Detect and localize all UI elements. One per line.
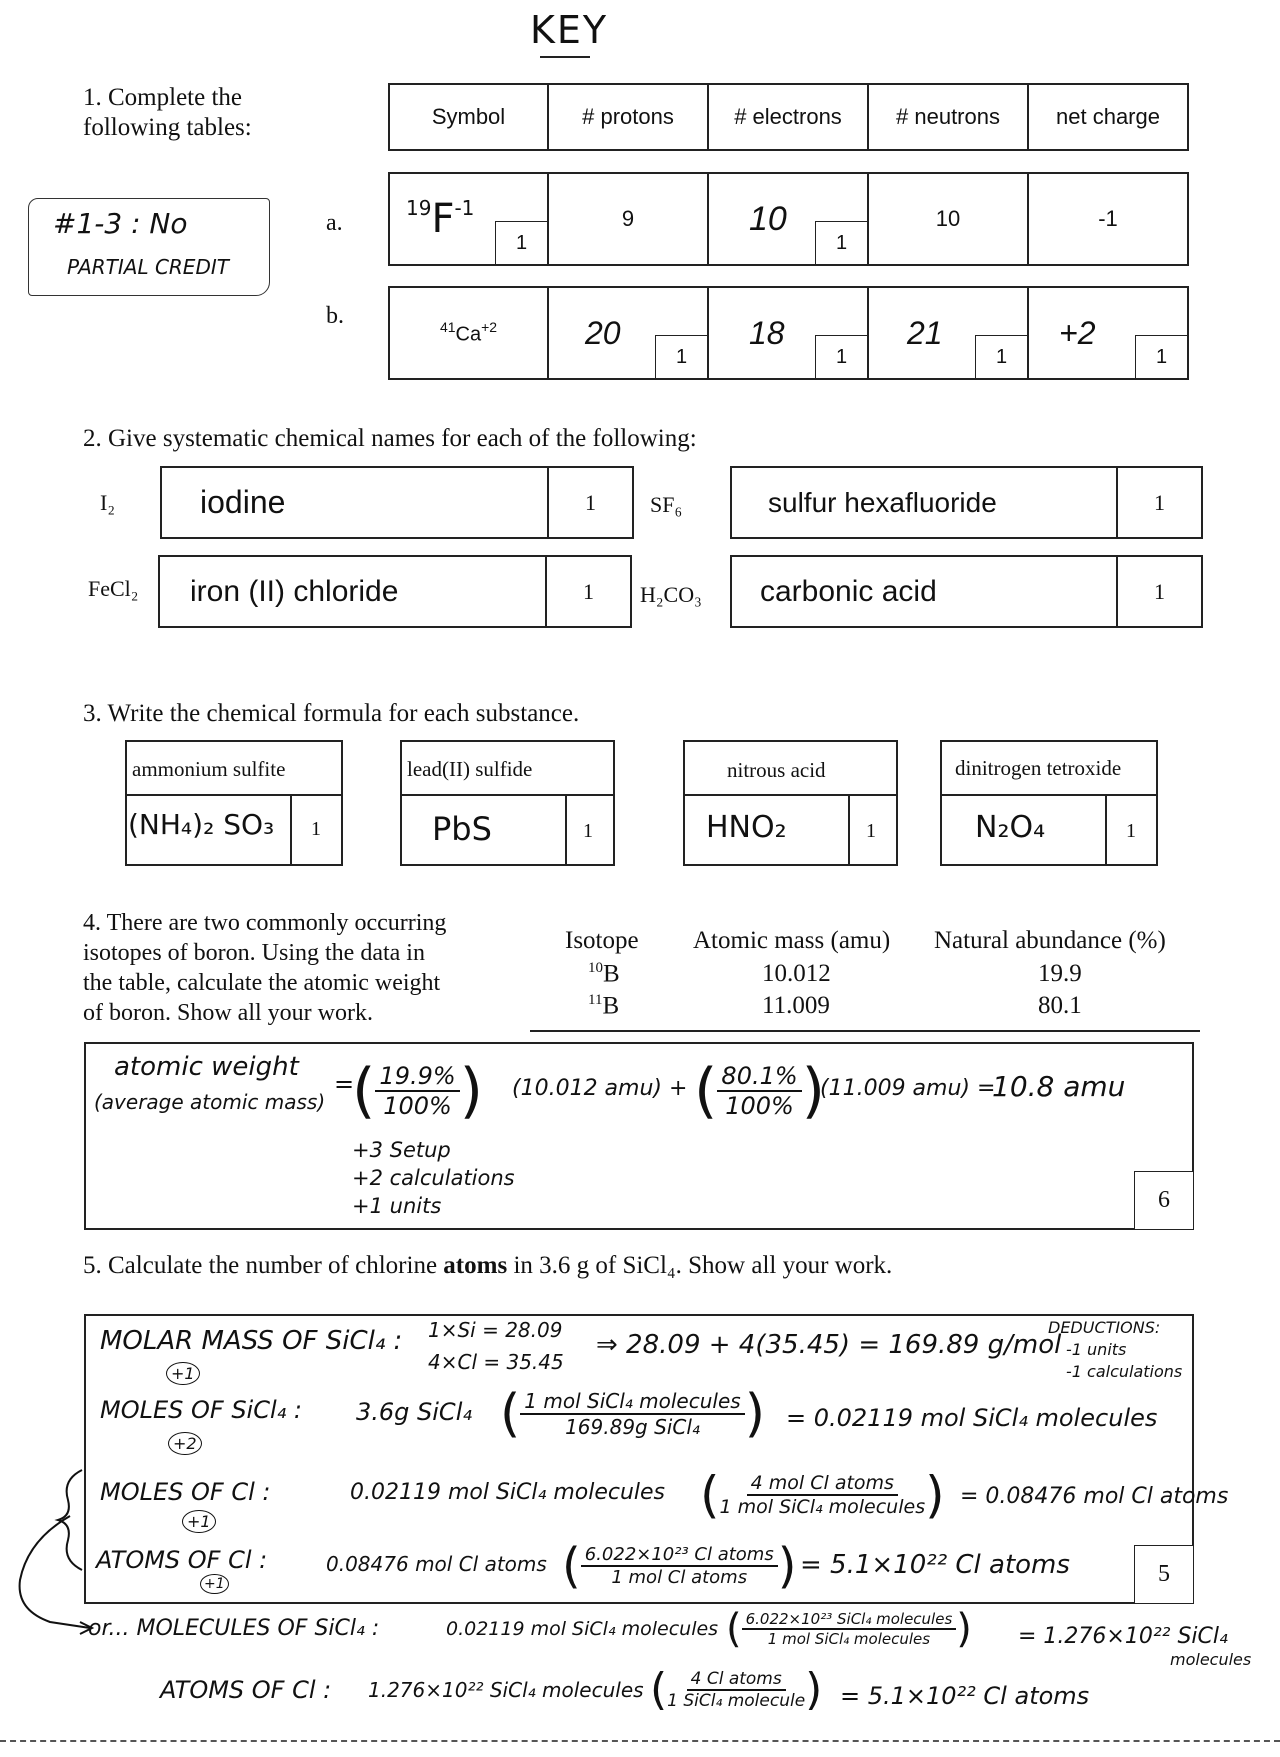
q5-line4-frac: ( $\frac{\text{6.022×10²³ Cl atoms}}{\text{1 mol Cl atoms}}$ )	[562, 1538, 797, 1594]
q4-row2-isotope: $^{11}$B	[588, 992, 620, 1020]
q5-line1-c: ⇒ 28.09 + 4(35.45) = 169.89 g/mol	[596, 1330, 1062, 1360]
q1-header-neutrons: # neutrons	[867, 83, 1029, 151]
q1-row-b-label: b.	[326, 303, 344, 329]
row-a-protons: 9	[547, 172, 709, 266]
row-b-protons-score: 1	[655, 335, 708, 379]
row-a-electrons-score: 1	[815, 221, 868, 265]
q5-alt2-num: 4 Cl atoms	[687, 1669, 786, 1691]
q4-f1-den: 100%	[383, 1092, 452, 1120]
row-b-element: Ca	[455, 323, 482, 346]
q5-alt2-pre: 1.276×10²² SiCl₄ molecules	[368, 1678, 644, 1702]
q5-line3-num: 4 mol Cl atoms	[747, 1472, 898, 1496]
row-b-electrons-score: 1	[815, 335, 868, 379]
q4-t2: (11.009 amu) =	[820, 1076, 996, 1101]
row-a-mass-number: 19	[406, 196, 432, 220]
q2-answer-3: iron (II) chloride	[158, 555, 547, 628]
row-b-mass-number: 41	[439, 319, 456, 336]
q3-name-3: nitrous acid	[727, 758, 826, 782]
q5-line1-pts: +1	[166, 1362, 200, 1385]
q5-alt1-den: 1 mol SiCl₄ molecules	[767, 1630, 931, 1648]
key-underline	[540, 56, 590, 58]
q3-prompt: 3. Write the chemical formula for each substance.	[83, 700, 580, 727]
q5-alt1-post: = 1.276×10²² SiCl₄	[1018, 1624, 1228, 1649]
row-b-symbol	[388, 286, 549, 380]
q4-score: 6	[1134, 1171, 1194, 1230]
q5-line4-den: 1 mol Cl atoms	[611, 1567, 748, 1588]
q4-f2-den: 100%	[725, 1092, 794, 1120]
row-a-electrons: 10	[707, 172, 869, 266]
row-a-charge-sup: -1	[454, 196, 475, 220]
grading-note	[28, 198, 270, 296]
q4-prompt-3: the table, calculate the atomic weight	[83, 970, 441, 996]
q3-answer-4: N₂O₄	[975, 810, 1046, 845]
q5-line1-label: MOLAR MASS OF SiCl₄ :	[100, 1326, 403, 1356]
q5-alt2-label: ATOMS OF Cl :	[160, 1676, 332, 1704]
q4-t1: (10.012 amu) +	[512, 1076, 688, 1101]
q5-line4-post: = 5.1×10²² Cl atoms	[800, 1550, 1070, 1580]
q4-equals: =	[334, 1070, 355, 1098]
q3-name-4: dinitrogen tetroxide	[955, 756, 1122, 780]
q5-line2-pts: +2	[168, 1432, 202, 1455]
q4-table-rule	[530, 1030, 1200, 1032]
q5-alt2-den: 1 SiCl₄ molecule	[667, 1690, 806, 1711]
q4-th-isotope: Isotope	[565, 927, 639, 954]
row-b-neutrons-score: 1	[975, 335, 1028, 379]
q4-f1: ( $\frac{19.9\%}{100\%}$ )	[352, 1056, 484, 1126]
q4-th-mass: Atomic mass (amu)	[693, 927, 891, 954]
q5-alt2-post: = 5.1×10²² Cl atoms	[840, 1682, 1090, 1710]
q2-score-4: 1	[1116, 555, 1203, 628]
q5-line2-num: 1 mol SiCl₄ molecules	[520, 1389, 744, 1415]
q2-formula-4: H₂CO₃	[640, 582, 702, 607]
q4-rubric-2: +2 calculations	[352, 1166, 515, 1190]
q5-alt1-label: or... MOLECULES OF SiCl₄ :	[88, 1616, 380, 1641]
row-b-charge-score: 1	[1135, 335, 1188, 379]
q5-line3-pts: +1	[182, 1510, 216, 1533]
row-a-neutrons: 10	[867, 172, 1029, 266]
row-b-net-charge: +2	[1027, 286, 1189, 380]
q4-lhs-1: atomic weight	[114, 1052, 299, 1082]
q5-line2-pre: 3.6g SiCl₄	[356, 1398, 472, 1426]
q4-prompt-1: 4. There are two commonly occurring	[83, 910, 447, 936]
q5-line2-post: = 0.02119 mol SiCl₄ molecules	[786, 1404, 1158, 1432]
q5-prompt: 5. Calculate the number of chlorine atoms in 3.6 g of SiCl₄. Show all your work.	[83, 1252, 893, 1279]
q4-result: 10.8 amu	[992, 1070, 1126, 1103]
row-b-protons: 20	[547, 286, 709, 380]
q2-prompt: 2. Give systematic chemical names for each of the following:	[83, 425, 697, 452]
q5-line4-pre: 0.08476 mol Cl atoms	[326, 1552, 547, 1576]
q1-prompt-line2: following tables:	[83, 114, 252, 141]
q2-answer-4: carbonic acid	[730, 555, 1118, 628]
q2-answer-1: iodine	[160, 466, 549, 539]
page-bottom-edge	[0, 1740, 1280, 1742]
q5-alt1-pre: 0.02119 mol SiCl₄ molecules	[446, 1618, 719, 1640]
q1-header-charge: net charge	[1027, 83, 1189, 151]
q2-score-1: 1	[547, 466, 634, 539]
q3-name-1: ammonium sulfite	[132, 757, 286, 781]
q2-answer-2: sulfur hexafluoride	[730, 466, 1118, 539]
q2-score-3: 1	[545, 555, 632, 628]
row-b-electrons: 18	[707, 286, 869, 380]
q3-score-3: 1	[866, 820, 876, 842]
q4-prompt-4: of boron. Show all your work.	[83, 1000, 373, 1026]
q1-row-a-label: a.	[326, 210, 343, 236]
q5-alt1-post2: molecules	[1170, 1650, 1252, 1669]
q5-line4-num: 6.022×10²³ Cl atoms	[581, 1544, 778, 1567]
q5-line1-a: 1×Si = 28.09	[428, 1318, 563, 1342]
q5-line2-label: MOLES OF SiCl₄ :	[100, 1396, 302, 1424]
q4-prompt-2: isotopes of boron. Using the data in	[83, 940, 425, 966]
q4-lhs-2: (average atomic mass)	[94, 1090, 326, 1114]
q3-answer-1: (NH₄)₂ SO₃	[128, 808, 275, 841]
q2-score-2: 1	[1116, 466, 1203, 539]
q5-alt1-num: 6.022×10²³ SiCl₄ molecules	[742, 1610, 957, 1630]
q5-deductions-1: DEDUCTIONS:	[1048, 1318, 1161, 1337]
q1-header-symbol: Symbol	[388, 83, 549, 151]
q4-row1-mass: 10.012	[762, 960, 831, 987]
row-b-neutrons: 21	[867, 286, 1029, 380]
q2-formula-3: FeCl₂	[88, 576, 139, 601]
q5-alt2-frac: ( $\frac{\text{4 Cl atoms}}{\text{1 SiCl₄ molecule}}$ )	[650, 1664, 823, 1715]
q1-header-electrons: # electrons	[707, 83, 869, 151]
q4-f2: ( $\frac{80.1\%}{100\%}$ )	[694, 1056, 826, 1126]
q5-deductions-2: -1 units	[1066, 1340, 1127, 1359]
q4-row1-abundance: 19.9	[1038, 960, 1082, 987]
q2-formula-2: SF₆	[650, 492, 683, 517]
q5-line4-pts: +1	[200, 1574, 229, 1594]
q5-line3-den: 1 mol SiCl₄ molecules	[719, 1496, 926, 1518]
q5-line3-pre: 0.02119 mol SiCl₄ molecules	[350, 1480, 666, 1505]
q4-rubric-3: +1 units	[352, 1194, 442, 1218]
q3-answer-2: PbS	[432, 810, 492, 848]
grading-note-line1: #1-3 : No	[53, 207, 188, 240]
q5-line2-den: 169.89g SiCl₄	[565, 1415, 700, 1439]
q5-line3-label: MOLES OF Cl :	[100, 1478, 271, 1506]
q5-score: 5	[1134, 1545, 1194, 1604]
grading-note-line2: PARTIAL CREDIT	[67, 255, 229, 279]
q4-row2-abundance: 80.1	[1038, 992, 1082, 1019]
row-a-element: F	[431, 196, 455, 242]
row-a-symbol-score: 1	[495, 221, 548, 265]
q4-th-abundance: Natural abundance (%)	[934, 927, 1166, 954]
q4-row2-mass: 11.009	[762, 992, 830, 1019]
q5-line2-frac: ( $\frac{\text{1 mol SiCl₄ molecules}}{\text{169.89g SiCl₄}}$ )	[500, 1384, 765, 1444]
q2-formula-1: I₂	[100, 490, 115, 515]
q4-f1-num: 19.9%	[375, 1062, 459, 1092]
q5-line3-post: = 0.08476 mol Cl atoms	[960, 1484, 1229, 1509]
q3-score-1: 1	[311, 818, 321, 840]
q5-deductions-3: -1 calculations	[1066, 1362, 1183, 1381]
q4-f2-num: 80.1%	[717, 1062, 801, 1092]
row-a-net-charge: -1	[1027, 172, 1189, 266]
q3-score-4: 1	[1126, 820, 1136, 842]
q1-prompt-line1: 1. Complete the	[83, 84, 242, 111]
q3-score-2: 1	[583, 820, 593, 842]
q4-rubric-1: +3 Setup	[352, 1138, 451, 1162]
q3-name-2: lead(II) sulfide	[407, 757, 533, 781]
q5-alt1-frac: ( $\frac{\text{6.022×10²³ SiCl₄ molecules}}{\text{1 mol SiCl₄ molecules}}$ )	[726, 1606, 972, 1652]
q3-answer-3: HNO₂	[706, 810, 787, 845]
q5-line4-label: ATOMS OF Cl :	[96, 1546, 268, 1574]
q4-row1-isotope: $^{10}$B	[588, 960, 620, 988]
q5-line1-b: 4×Cl = 35.45	[428, 1350, 564, 1374]
q1-header-protons: # protons	[547, 83, 709, 151]
key-label: KEY	[530, 8, 609, 52]
q5-line3-frac: ( $\frac{\text{4 mol Cl atoms}}{\text{1 mol SiCl₄ molecules}}$ )	[700, 1466, 945, 1524]
row-b-charge-sup: +2	[481, 319, 498, 336]
